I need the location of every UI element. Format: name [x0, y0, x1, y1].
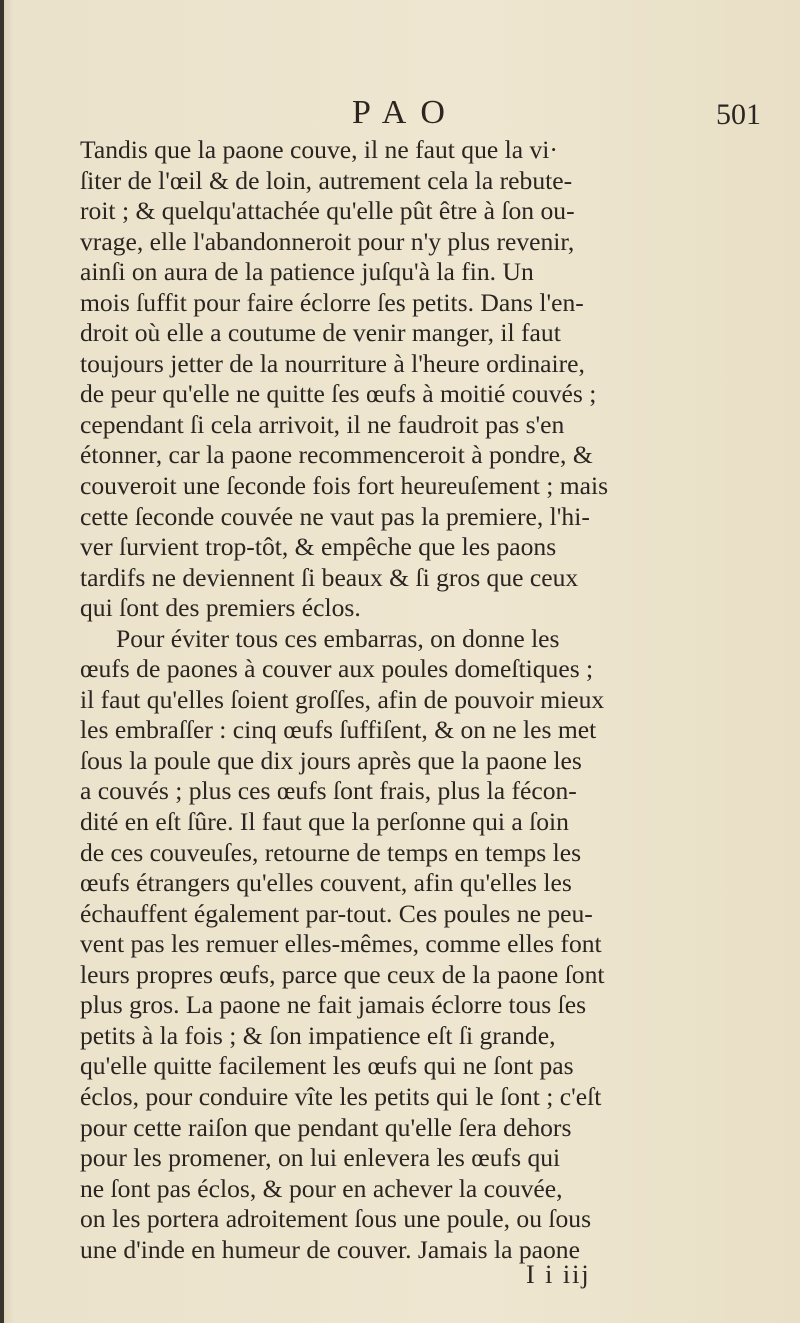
text-line: a couvés ; plus ces œufs ſont frais, plus la fécon- [80, 776, 577, 806]
text-line: roit ; & quelqu'attachée qu'elle pût être à ſon ou- [80, 196, 575, 226]
text-line: vrage, elle l'abandonneroit pour n'y plus revenir, [80, 226, 575, 256]
running-head: PAO [352, 94, 459, 131]
text-line: dité en eſt ſûre. Il faut que la perſonne qui a ſoin [80, 807, 569, 837]
text-line: ver ſurvient trop-tôt, & empêche que les paons [80, 532, 557, 562]
text-line: cette ſeconde couvée ne vaut pas la premiere, l'hi- [80, 501, 590, 531]
text-line: éclos, pour conduire vîte les petits qui le ſont ; c'eſt [80, 1081, 602, 1111]
text-line: de peur qu'elle ne quitte ſes œufs à moitié couvés ; [80, 379, 597, 409]
text-line: étonner, car la paone recommenceroit à pondre, & [80, 440, 593, 470]
text-line: on les portera adroitement ſous une poule, ou ſous [80, 1204, 592, 1234]
text-line: qui ſont des premiers éclos. [80, 593, 361, 623]
text-line: pour cette raiſon que pendant qu'elle ſera dehors [80, 1112, 572, 1142]
text-line: petits à la fois ; & ſon impatience eſt ſi grande, [80, 1020, 556, 1050]
text-line: qu'elle quitte facilement les œufs qui ne ſont pas [80, 1051, 574, 1081]
text-line: les embraſſer : cinq œufs ſuffiſent, & on ne les met [80, 715, 597, 745]
text-line: vent pas les remuer elles-mêmes, comme elles font [80, 929, 602, 959]
body-text [80, 135, 800, 1265]
text-line: ſiter de l'œil & de loin, autrement cela la rebute- [80, 165, 573, 195]
signature-mark: I i iij [526, 1260, 591, 1289]
page-binding-edge [0, 0, 4, 1323]
text-line: ſous la poule que dix jours après que la paone les [80, 745, 582, 775]
text-line: mois ſuffit pour faire éclorre ſes petits. Dans l'en- [80, 287, 584, 317]
text-line: échauffent également par-tout. Ces poules ne peu- [80, 898, 593, 928]
text-line: leurs propres œufs, parce que ceux de la paone ſont [80, 959, 605, 989]
text-line: tardifs ne deviennent ſi beaux & ſi gros que ceux [80, 562, 579, 592]
text-line: droit où elle a coutume de venir manger, il faut [80, 318, 561, 348]
text-line: toujours jetter de la nourriture à l'heure ordinaire, [80, 348, 585, 378]
text-line: œufs de paones à couver aux poules domeſtiques ; [80, 654, 594, 684]
page-header [0, 94, 800, 138]
text-line: œufs étrangers qu'elles couvent, afin qu'elles les [80, 868, 572, 898]
text-line: de ces couveuſes, retourne de temps en temps les [80, 837, 582, 867]
text-line: ainſi on aura de la patience juſqu'à la fin. Un [80, 257, 534, 287]
text-line: il faut qu'elles ſoient groſſes, afin de pouvoir mieux [80, 684, 605, 714]
text-line: pour les promener, on lui enlevera les œufs qui [80, 1143, 561, 1173]
text-line: cependant ſi cela arrivoit, il ne faudroit pas s'en [80, 409, 565, 439]
text-line: Tandis que la paone couve, il ne faut que la vi· [80, 135, 558, 164]
text-line: ne ſont pas éclos, & pour en achever la couvée, [80, 1173, 563, 1203]
paragraph-first-line: Pour éviter tous ces embarras, on donne les [116, 623, 560, 653]
page-number: 501 [716, 98, 761, 131]
text-line: couveroit une ſeconde fois fort heureuſement ; mais [80, 471, 609, 501]
text-line: plus gros. La paone ne fait jamais éclorre tous ſes [80, 990, 587, 1020]
text-line: une d'inde en humeur de couver. Jamais la paone [80, 1234, 580, 1264]
